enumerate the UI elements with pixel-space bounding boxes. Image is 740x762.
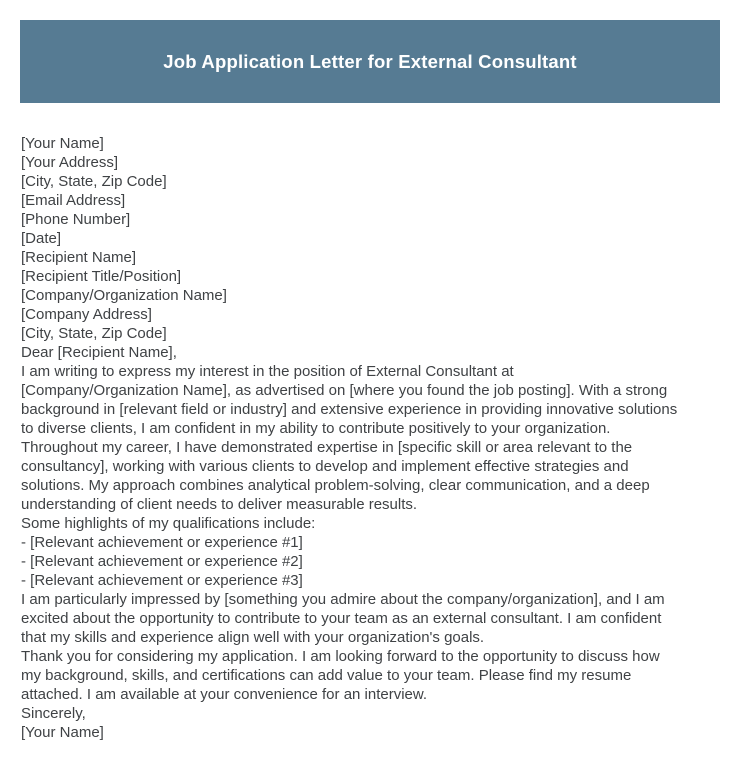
- letter-body: [21, 134, 733, 742]
- letter-line: [Your Name]: [21, 135, 104, 152]
- letter-line: [Recipient Title/Position]: [21, 268, 182, 285]
- letter-line: - [Relevant achievement or experience #1]: [21, 534, 303, 551]
- letter-line: that my skills and experience align well with your organization's goals.: [21, 629, 485, 646]
- letter-line: - [Relevant achievement or experience #2]: [21, 553, 303, 570]
- letter-line: consultancy], working with various clients to develop and implement effective strategies and: [21, 458, 629, 475]
- page-title: Job Application Letter for External Consultant: [163, 50, 577, 72]
- letter-line: [Email Address]: [21, 192, 126, 209]
- letter-line: background in [relevant field or industry] and extensive experience in providing innovative solutions: [21, 401, 678, 418]
- letter-line: Thank you for considering my application. I am looking forward to the opportunity to discuss how: [21, 648, 660, 665]
- letter-line: [Your Address]: [21, 154, 119, 171]
- letter-line: [Your Name]: [21, 724, 104, 741]
- letter-line: [Date]: [21, 230, 62, 247]
- letter-title-banner: [20, 20, 720, 103]
- letter-line: understanding of client needs to deliver measurable results.: [21, 496, 418, 513]
- letter-line: my background, skills, and certifications can add value to your team. Please find my resume: [21, 667, 632, 684]
- letter-line: attached. I am available at your convenience for an interview.: [21, 686, 428, 703]
- letter-line: Dear [Recipient Name],: [21, 344, 177, 361]
- letter-line: [Company Address]: [21, 306, 152, 323]
- letter-line: Sincerely,: [21, 705, 86, 722]
- letter-line: I am writing to express my interest in the position of External Consultant at: [21, 363, 514, 380]
- letter-line: solutions. My approach combines analytical problem-solving, clear communication, and a deep: [21, 477, 650, 494]
- letter-line: excited about the opportunity to contribute to your team as an external consultant. I am confident: [21, 610, 662, 627]
- letter-line: [Phone Number]: [21, 211, 131, 228]
- letter-line: Some highlights of my qualifications include:: [21, 515, 316, 532]
- letter-line: [City, State, Zip Code]: [21, 173, 167, 190]
- letter-line: Throughout my career, I have demonstrated expertise in [specific skill or area relevant to the: [21, 439, 633, 456]
- letter-line: I am particularly impressed by [something you admire about the company/organization], and I am: [21, 591, 665, 608]
- letter-line: - [Relevant achievement or experience #3]: [21, 572, 303, 589]
- letter-line: [Company/Organization Name]: [21, 287, 227, 304]
- letter-line: [Company/Organization Name], as advertised on [where you found the job posting]. With a strong: [21, 382, 668, 399]
- letter-line: to diverse clients, I am confident in my ability to contribute positively to your organization.: [21, 420, 611, 437]
- letter-line: [Recipient Name]: [21, 249, 137, 266]
- letter-line: [City, State, Zip Code]: [21, 325, 167, 342]
